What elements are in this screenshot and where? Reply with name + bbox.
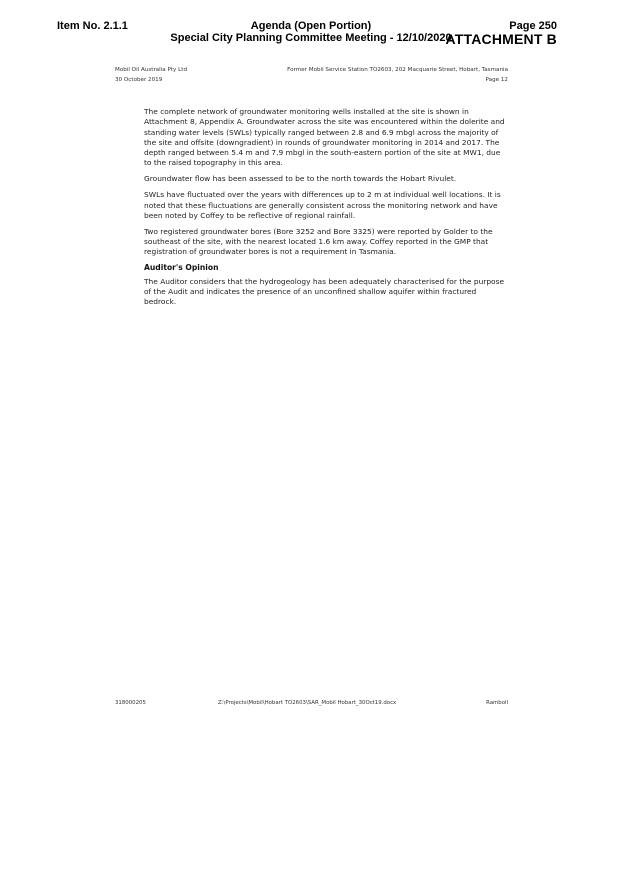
meeting-title: Special City Planning Committee Meeting - 12/10/2020 — [170, 32, 452, 44]
doc-site: Former Mobil Service Station TO2603, 202 Macquarie Street, Hobart, Tasmania — [287, 67, 508, 73]
footer-job-number: 318000205 — [115, 700, 146, 706]
section-heading: Auditor's Opinion — [144, 263, 219, 273]
agenda-page-number: Page 250 — [509, 20, 557, 32]
footer-file-path: Z:\Projects\Mobil\Hobart TO2603\SAR_Mobil Hobart_30Oct19.docx — [218, 700, 397, 706]
document-body — [144, 107, 510, 313]
paragraph-swl-fluctuation: SWLs have fluctuated over the years with differences up to 2 m at individual well locations. It is noted that these fluctuations are generally consistent across the monitoring network and have been noted by Coffey to be reflective of regional rainfall. — [144, 190, 501, 220]
agenda-item-number: Item No. 2.1.1 — [57, 20, 128, 32]
doc-date: 30 October 2019 — [115, 77, 163, 83]
agenda-title: Agenda (Open Portion) — [250, 20, 372, 32]
paragraph-auditor-opinion: The Auditor considers that the hydrogeology has been adequately characterised for the purpose of the Audit and indicates the presence of an unconfined shallow aquifer within fractured bedrock. — [144, 276, 505, 307]
paragraph-groundwater-network: The complete network of groundwater monitoring wells installed at the site is shown in Attachment 8, Appendix A. Groundwater across the site was encountered within the dolerite and standing water levels (SWLs) typically ranged between 2.8 and 6.9 mbgl across the majority of the site and offsite (downgradient) in rounds of groundwater monitoring in 2014 and 2017. The depth ranged between 5.4 m and 7.9 mbgl in the south-eastern portion of the site at MW1, due to the raised topography in this area. — [144, 107, 505, 168]
attachment-label: ATTACHMENT B — [445, 31, 557, 47]
paragraph-groundwater-flow: Groundwater flow has been assessed to be to the north towards the Hobart Rivulet. — [144, 174, 457, 184]
doc-page-ref: Page 12 — [485, 77, 508, 83]
doc-company: Mobil Oil Australia Pty Ltd — [115, 67, 188, 73]
footer-brand: Ramboll — [486, 700, 508, 706]
paragraph-registered-bores: Two registered groundwater bores (Bore 3252 and Bore 3325) were reported by Golder to the southeast of the site, with the nearest located 1.6 km away. Coffey reported in the GMP that registration of groundwater bores is not a requirement in Tasmania. — [144, 226, 493, 257]
